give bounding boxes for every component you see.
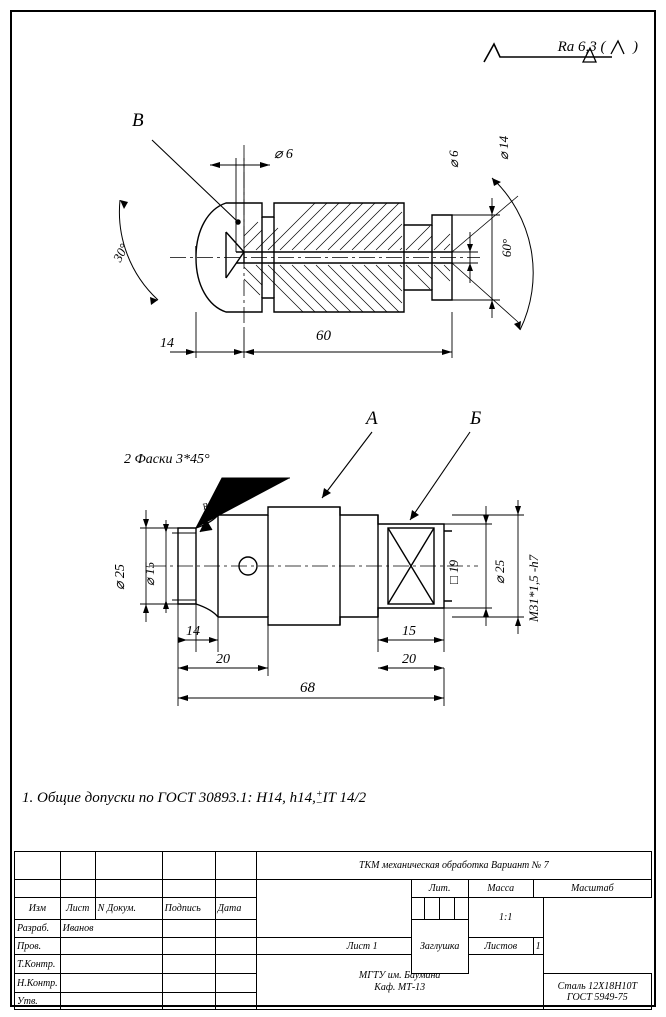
scale-value: 1:1 (468, 898, 543, 938)
row-name-utv (60, 993, 162, 1010)
leader-b (152, 140, 240, 224)
dim-20-right-label: 20 (402, 652, 416, 667)
roughness-note-text: Ra 6,3 ( (557, 39, 606, 55)
row-label-razrab: Разраб. (15, 920, 61, 938)
dim-d15 (163, 518, 196, 616)
sheet-label: Лист 1 (256, 938, 468, 955)
dim-sq19-label: □ 19 (446, 559, 461, 584)
general-note-tail: IT 14/2 (322, 790, 367, 806)
col-header-date: Дата (215, 898, 256, 920)
dim-d14-label: ⌀ 14 (496, 135, 511, 160)
roughness-note (558, 38, 638, 56)
chamfer-note: 2 Фаски 3*45° (124, 452, 210, 467)
dim-68-label: 68 (300, 680, 315, 696)
dim-d6-top (210, 158, 270, 252)
top-title: ТКМ механическая обработка Вариант № 7 (256, 852, 651, 880)
org-line-1: МГТУ им. Баумана (358, 969, 441, 981)
dim-14-top-view (170, 312, 244, 358)
col-header-sign: Подпись (162, 898, 215, 920)
angle-60-label: 60° (499, 238, 515, 258)
row-name-tkontr (60, 955, 162, 974)
title-block (14, 851, 652, 1007)
dim-d15-label: ⌀ 15 (142, 561, 157, 586)
col-header-doc: N Докум. (95, 898, 162, 920)
sheets-value: 1 (533, 938, 543, 955)
row-name-nkontr (60, 974, 162, 993)
scale-header: Масштаб (533, 880, 651, 898)
org-line-2: Каф. МТ-13 (374, 982, 426, 993)
general-note-text: 1. Общие допуски по ГОСТ 30893.1: H14, h14, (22, 790, 316, 806)
ra-local-label: Ra 1,6 (200, 494, 227, 512)
lit-header: Лит. (411, 880, 468, 898)
section-label-v: В (132, 110, 144, 131)
dim-d6-right-label: ⌀ 6 (446, 150, 461, 168)
dim-d6-top-label: ⌀ 6 (274, 147, 293, 162)
row-label-prov: Пров. (15, 938, 61, 955)
mass-header: Масса (468, 880, 533, 898)
row-label-tkontr: Т.Контр. (15, 955, 61, 974)
row-name-razrab: Иванов (60, 920, 162, 938)
organization (256, 955, 543, 1010)
row-label-utv: Утв. (15, 993, 61, 1010)
leader-b-main (410, 432, 470, 520)
roughness-inner-symbol (609, 38, 629, 54)
dim-d25-left-label: ⌀ 25 (113, 564, 128, 590)
label-b-main: Б (470, 408, 482, 429)
label-a: А (366, 408, 378, 429)
col-header-izm: Изм (15, 898, 61, 920)
leader-a (322, 432, 372, 498)
dim-60-label: 60 (316, 328, 331, 344)
part-name: Заглушка (411, 920, 468, 974)
general-tolerance-note: 1. Общие допуски по ГОСТ 30893.1: H14, h14,+ –IT 14/2 (22, 788, 367, 808)
dim-thread-m31 (452, 500, 524, 634)
thread-label: M31*1,5 -h7 (526, 554, 541, 622)
row-name-prov (60, 938, 162, 955)
sheets-label: Листов (468, 938, 533, 955)
dim-15-label: 15 (402, 624, 416, 639)
row-label-nkontr: Н.Контр. (15, 974, 61, 993)
material: Сталь 12Х18Н10Т ГОСТ 5949-75 (543, 974, 651, 1010)
roughness-note-tail: ) (633, 39, 638, 55)
dim-60-top-view (244, 312, 452, 358)
dim-d14 (452, 198, 500, 318)
dim-20-left-label: 20 (216, 652, 230, 667)
col-header-list: Лист (60, 898, 95, 920)
dim-14-top-label: 14 (160, 336, 174, 351)
dim-d25-right-label: ⌀ 25 (492, 559, 507, 584)
angle-30-label: 30° (109, 241, 132, 265)
dim-14-main-label: 14 (186, 624, 200, 639)
